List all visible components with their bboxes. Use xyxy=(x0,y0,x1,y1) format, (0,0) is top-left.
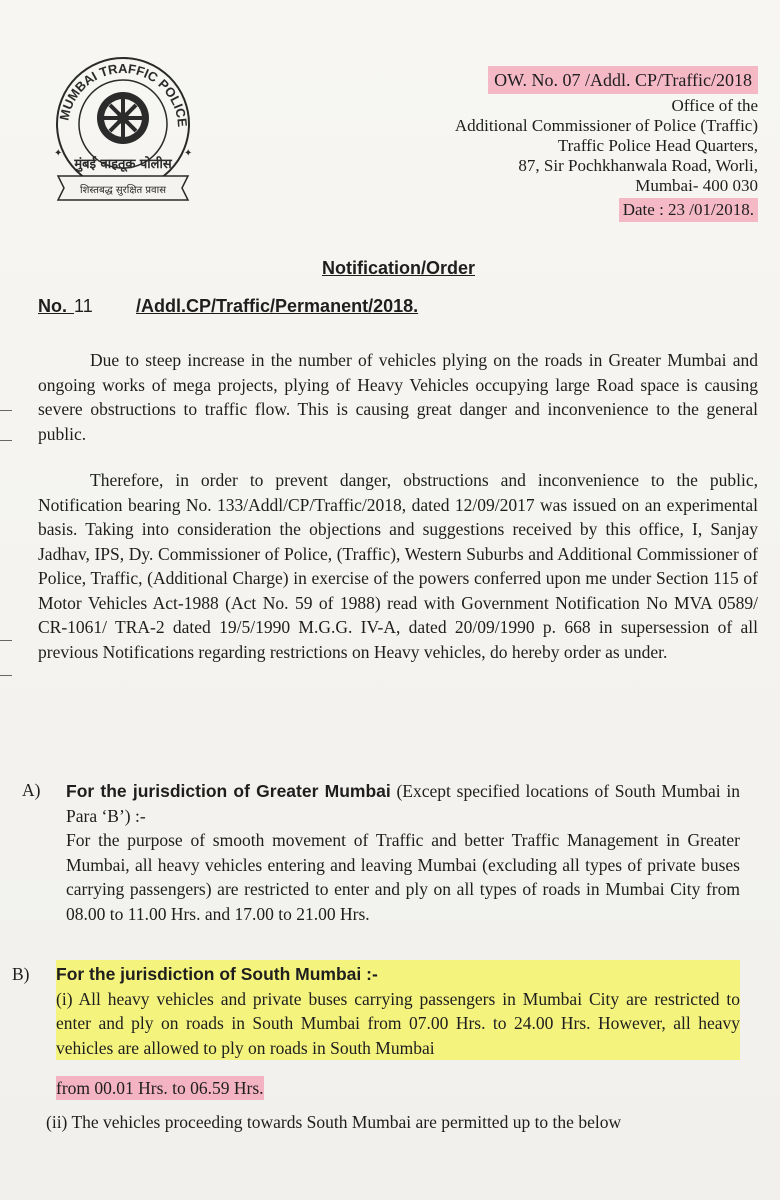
svg-text:✦: ✦ xyxy=(184,148,193,159)
paragraph-intro: Due to steep increase in the number of vehicles plying on the roads in Greater Mumbai and ongoing works of mega projects, plying of Heavy Vehicles occupying large Road space is causing severe obstructions to traffic flow. This is causing great danger and inconvenience to the general public. xyxy=(38,350,758,444)
office-header xyxy=(455,66,758,222)
date-line: Date : 23 /01/2018. xyxy=(619,198,758,222)
section-b-item-1-end xyxy=(56,1076,740,1101)
section-b-item-2: (ii) The vehicles proceeding towards South Mumbai are permitted up to the below xyxy=(46,1112,622,1132)
section-b-item-1: (i) All heavy vehicles and private buses carrying passengers in Mumbai City are restricted to enter and ply on roads in South Mumbai from 07.00 Hrs. to 24.00 Hrs. However, all heavy vehicles are allowed to ply on roads in South Mumbai xyxy=(56,988,740,1058)
emblem-hindi-text: मुंबई वाहतूक पोलीस xyxy=(74,157,172,172)
margin-tick xyxy=(0,675,12,676)
emblem-ring-text: MUMBAI TRAFFIC POLICE xyxy=(56,60,191,128)
margin-tick xyxy=(0,440,12,441)
page-title: Notification/Order xyxy=(322,258,476,278)
order-number-value: 11 xyxy=(74,296,93,316)
header-line-hq: Traffic Police Head Quarters, xyxy=(557,136,758,155)
section-a-heading-rest: (Except specified locations of South Mumbai in Para ‘B’) :- xyxy=(66,781,740,826)
order-number xyxy=(38,296,418,317)
order-number-prefix: No. xyxy=(38,296,67,316)
section-a-body: For the purpose of smooth movement of Traffic and better Traffic Management in Greater Mumbai, all heavy vehicles entering and leaving Mumbai (excluding all types of private buses carrying passengers) are restricted to enter and ply on all types of roads in Mumbai City from 08.00 to 11.00 Hrs. and 17.00 to 21.00 Hrs. xyxy=(66,830,740,924)
svg-text:✦: ✦ xyxy=(54,148,63,159)
header-line-office: Office of the xyxy=(671,96,758,115)
section-b-letter: B) xyxy=(12,964,30,984)
ow-number: OW. No. 07 /Addl. CP/Traffic/2018 xyxy=(488,66,758,94)
emblem-ribbon-text: शिस्तबद्ध सुरक्षित प्रवास xyxy=(80,185,166,196)
section-b-hours-highlight: from 00.01 Hrs. to 06.59 Hrs. xyxy=(56,1078,264,1098)
section-b xyxy=(56,962,740,1060)
section-a-heading: For the jurisdiction of Greater Mumbai xyxy=(66,781,391,801)
header-line-address: 87, Sir Pochkhanwala Road, Worli, xyxy=(518,156,758,175)
section-a-letter: A) xyxy=(22,780,41,800)
order-number-suffix: /Addl.CP/Traffic/Permanent/2018. xyxy=(136,296,419,316)
margin-tick xyxy=(0,410,12,411)
mumbai-traffic-police-emblem xyxy=(38,36,208,206)
header-line-commissioner: Additional Commissioner of Police (Traffic) xyxy=(454,116,758,135)
header-line-city: Mumbai- 400 030 xyxy=(635,176,758,195)
margin-tick xyxy=(0,640,12,641)
section-b-heading: For the jurisdiction of South Mumbai :- xyxy=(56,964,378,984)
section-a xyxy=(66,779,740,926)
paragraph-order: Therefore, in order to prevent danger, obstructions and inconvenience to the public, Notification bearing No. 133/Addl/CP/Traffic/2018, dated 12/09/2017 was issued on an experimental basis. Taking into consideration the objections and suggestions received by this office, I, Sanjay Jadhav, IPS, Dy. Commissioner of Police, (Traffic), Western Suburbs and Additional Commissioner of Police, Traffic, (Additional Charge) in exercise of the powers conferred upon me under Section 115 of Motor Vehicles Act-1988 (Act No. 59 of 1988) read with Government Notification No MVA 0589/ CR-1061/ TRA-2 dated 19/5/1990 M.G.G. IV-A, dated 20/09/1990 p. 668 in supersession of all previous Notifications regarding restrictions on Heavy vehicles, do hereby order as under. xyxy=(38,470,758,662)
